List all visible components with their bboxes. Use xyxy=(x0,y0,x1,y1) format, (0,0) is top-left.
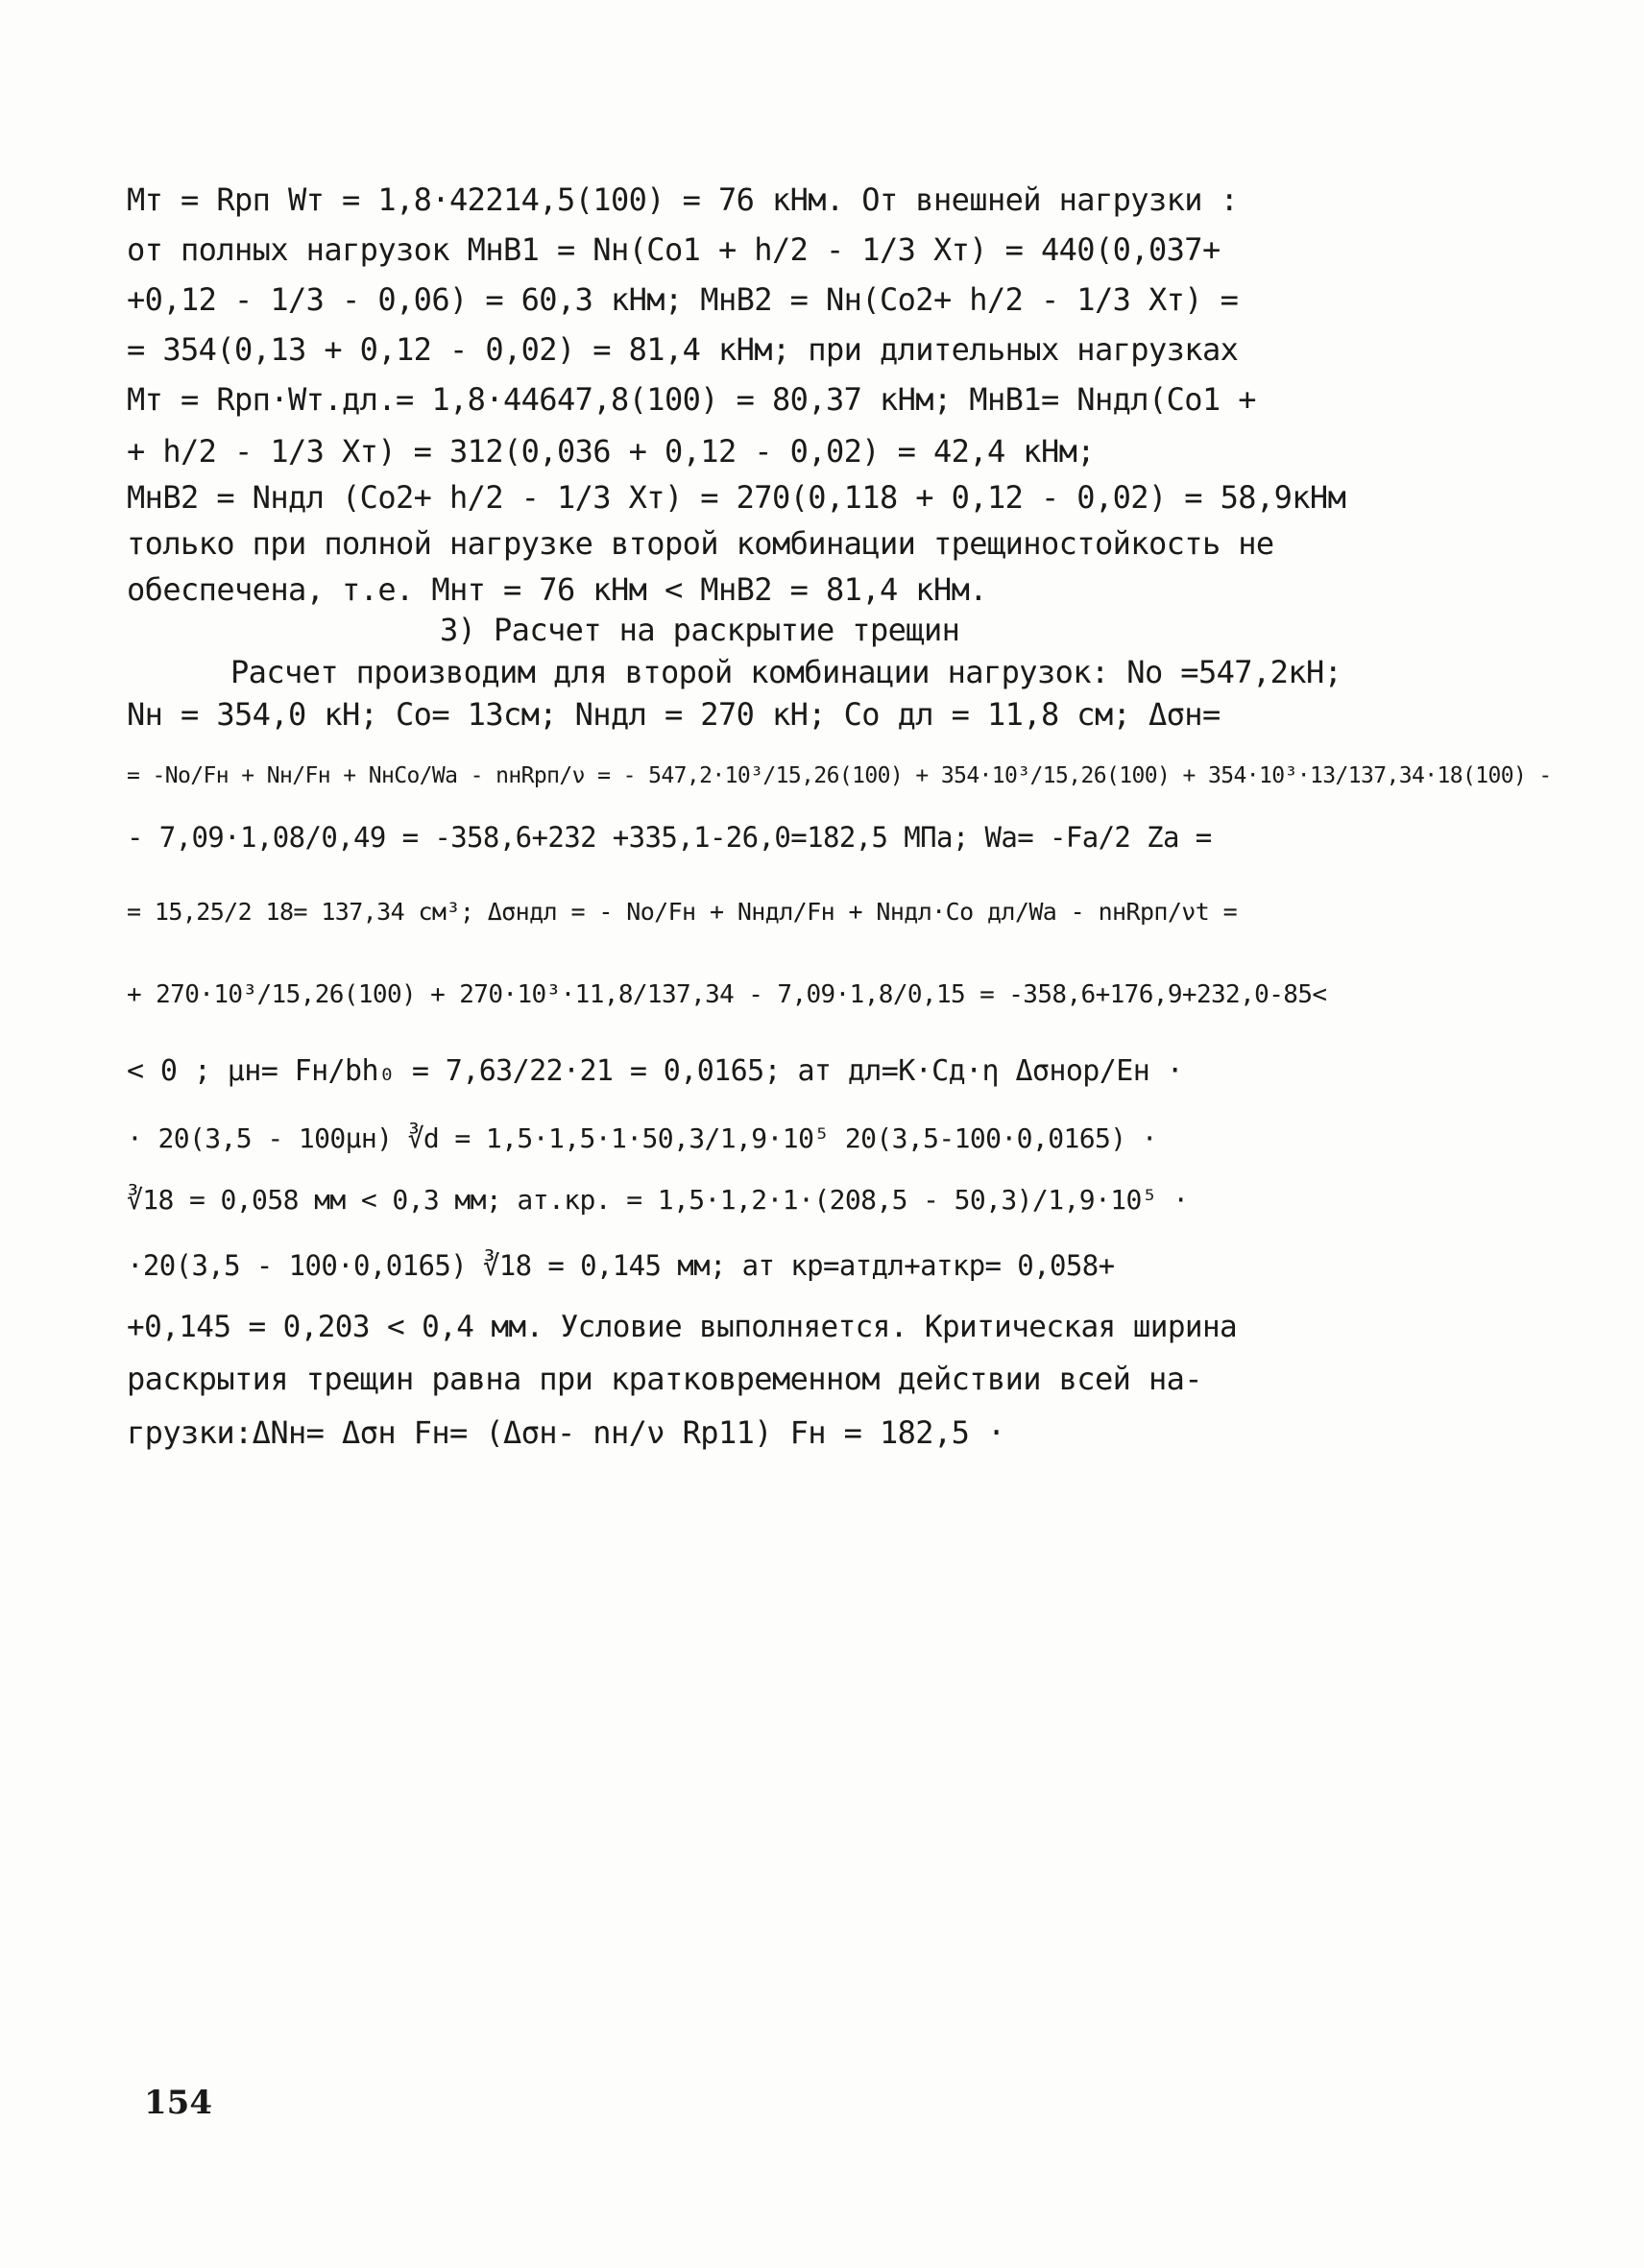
formula-line-13: = -No/Fн + Nн/Fн + NнCо/Wа - nнRрп/ν = - 547,2·10³/15,26(100) + 354·10³/15,26(100) + 354·10³·13/137,34·18(100) - xyxy=(127,763,1552,788)
formula-line-16: + 270·10³/15,26(100) + 270·10³·11,8/137,34 - 7,09·1,8/0,15 = -358,6+176,9+232,0-85< xyxy=(127,980,1327,1009)
text-line-17: < 0 ; μн= Fн/bh₀ = 7,63/22·21 = 0,0165; aт дл=K·Cд·η Δσнор/Eн · xyxy=(127,1054,1184,1088)
text-line-19: ∛18 = 0,058 мм < 0,3 мм; aт.кр. = 1,5·1,2·1·(208,5 - 50,3)/1,9·10⁵ · xyxy=(127,1184,1189,1216)
text-line-11: Расчет производим для второй комбинации нагрузок: Nо =547,2кН; xyxy=(230,654,1342,690)
formula-line-15: = 15,25/2 18= 137,34 см³; Δσндл = - Nо/Fн + Nндл/Fн + Nндл·Со дл/Wа - nнRрп/νt = xyxy=(127,898,1238,926)
text-line-8: только при полной нагрузке второй комбинации трещиностойкость не xyxy=(127,525,1274,562)
text-line-22: раскрытия трещин равна при кратковременном действии всей на- xyxy=(127,1361,1202,1397)
text-line-6: + h/2 - 1/3 Хт) = 312(0,036 + 0,12 - 0,02) = 42,4 кНм; xyxy=(127,433,1095,470)
section-heading: 3) Расчет на раскрытие трещин xyxy=(440,612,960,648)
text-line-14: - 7,09·1,08/0,49 = -358,6+232 +335,1-26,0=182,5 МПа; Wа= -Fа/2 Zа = xyxy=(127,821,1212,854)
text-line-2: от полных нагрузок МнВ1 = Nн(Со1 + h/2 - 1/3 Хт) = 440(0,037+ xyxy=(127,231,1221,268)
text-line-12: Nн = 354,0 кН; Со= 13см; Nндл = 270 кН; Со дл = 11,8 см; Δσн= xyxy=(127,696,1221,733)
text-line-1: Мт = Rрп Wт = 1,8·42214,5(100) = 76 кНм. От внешней нагрузки : xyxy=(127,181,1239,218)
page-number: 154 xyxy=(144,2084,212,2122)
text-line-20: ·20(3,5 - 100·0,0165) ∛18 = 0,145 мм; aт кр=aтдл+aткр= 0,058+ xyxy=(127,1249,1115,1282)
text-line-5: Мт = Rрп·Wт.дл.= 1,8·44647,8(100) = 80,37 кНм; МнВ1= Nндл(Со1 + xyxy=(127,381,1256,418)
text-line-21: +0,145 = 0,203 < 0,4 мм. Условие выполняется. Критическая ширина xyxy=(127,1310,1238,1344)
text-line-7: МнВ2 = Nндл (Со2+ h/2 - 1/3 Хт) = 270(0,118 + 0,12 - 0,02) = 58,9кНм xyxy=(127,479,1346,516)
text-line-4: = 354(0,13 + 0,12 - 0,02) = 81,4 кНм; при длительных нагрузках xyxy=(127,331,1239,368)
text-line-18: · 20(3,5 - 100μн) ∛d = 1,5·1,5·1·50,3/1,9·10⁵ 20(3,5-100·0,0165) · xyxy=(127,1122,1157,1154)
text-line-9: обеспечена, т.е. Мнт = 76 кНм < МнВ2 = 81,4 кНм. xyxy=(127,571,987,608)
text-line-23: грузки:ΔNн= Δσн Fн= (Δσн- nн/ν Rр11) Fн = 182,5 · xyxy=(127,1414,1005,1451)
text-line-3: +0,12 - 1/3 - 0,06) = 60,3 кНм; МнВ2 = Nн(Со2+ h/2 - 1/3 Хт) = xyxy=(127,281,1239,318)
